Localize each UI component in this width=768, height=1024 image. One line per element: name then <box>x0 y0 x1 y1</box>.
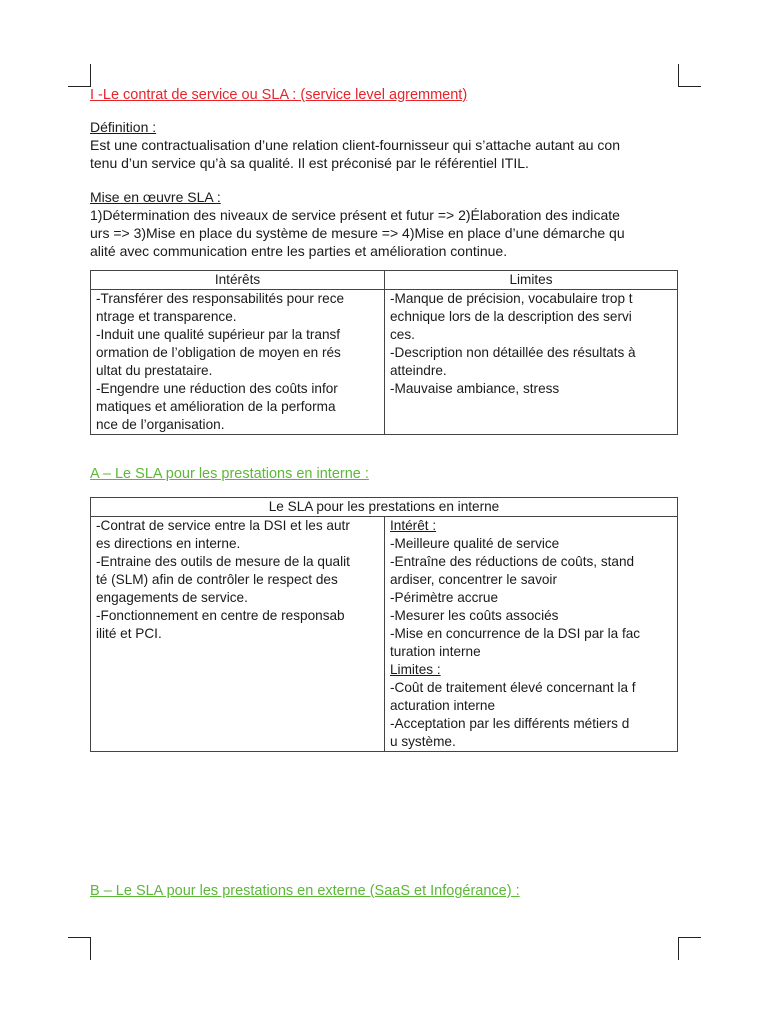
description-line: ilité et PCI. <box>96 626 162 641</box>
interet-line: -Meilleure qualité de service <box>390 536 560 551</box>
internal-sla-table <box>90 497 678 752</box>
section-b-heading: B – Le SLA pour les prestations en externe (SaaS et Infogérance) : <box>90 883 520 899</box>
implementation-section <box>90 188 680 260</box>
section-a-heading: A – Le SLA pour les prestations en interne : <box>90 466 369 482</box>
interet-line: -Mesurer les coûts associés <box>390 608 559 623</box>
interet-line: -Entraîne des réductions de coûts, stand <box>390 554 635 569</box>
interets-line: -Transférer des responsabilités pour rece <box>96 291 345 306</box>
interets-line: -Induit une qualité supérieur par la transf <box>96 327 341 342</box>
limites-line: atteindre. <box>390 363 447 378</box>
limites-line: -Description non détaillée des résultats à <box>390 345 636 360</box>
limites-line: u système. <box>390 734 456 749</box>
interet-line: -Périmètre accrue <box>390 590 499 605</box>
description-line: es directions en interne. <box>96 536 241 551</box>
interets-line: ntrage et transparence. <box>96 309 237 324</box>
main-heading: I -Le contrat de service ou SLA : (service level agremment) <box>90 87 468 103</box>
internal-sla-evaluation-cell <box>385 517 678 752</box>
crop-mark-top-left <box>68 64 91 87</box>
col-header-limites: Limites <box>385 271 678 290</box>
limites-line: -Mauvaise ambiance, stress <box>390 381 560 396</box>
internal-sla-description-cell <box>91 517 385 752</box>
col-header-interets: Intérêts <box>91 271 385 290</box>
implementation-label: Mise en œuvre SLA : <box>90 189 221 205</box>
limites-line: -Manque de précision, vocabulaire trop t <box>390 291 633 306</box>
interets-line: -Engendre une réduction des coûts infor <box>96 381 338 396</box>
document-page <box>90 86 680 900</box>
interests-limits-table <box>90 270 678 435</box>
interets-line: nce de l’organisation. <box>96 417 225 432</box>
interets-cell <box>91 290 385 435</box>
interet-line: -Mise en concurrence de la DSI par la fac <box>390 626 641 641</box>
limites-line: echnique lors de la description des servi <box>390 309 632 324</box>
implementation-line: urs => 3)Mise en place du système de mesure => 4)Mise en place d’une démarche qu <box>90 225 625 241</box>
definition-line: tenu d’un service qu’à sa qualité. Il est préconisé par le référentiel ITIL. <box>90 155 529 171</box>
crop-mark-bottom-right <box>678 937 701 960</box>
implementation-line: alité avec communication entre les parties et amélioration continue. <box>90 243 508 259</box>
internal-sla-table-title: Le SLA pour les prestations en interne <box>91 498 678 517</box>
description-line: -Fonctionnement en centre de responsab <box>96 608 345 623</box>
description-line: -Contrat de service entre la DSI et les autr <box>96 518 350 533</box>
interets-line: ormation de l’obligation de moyen en rés <box>96 345 341 360</box>
limites-label: Limites : <box>390 662 441 677</box>
description-line: té (SLM) afin de contrôler le respect des <box>96 572 338 587</box>
limites-line: -Coût de traitement élevé concernant la f <box>390 680 636 695</box>
definition-label: Définition : <box>90 119 157 135</box>
interet-label: Intérêt : <box>390 518 437 533</box>
definition-line: Est une contractualisation d’une relation client-fournisseur qui s’attache autant au con <box>90 137 620 153</box>
interets-line: matiques et amélioration de la performa <box>96 399 336 414</box>
interet-line: ardiser, concentrer le savoir <box>390 572 557 587</box>
limites-cell <box>385 290 678 435</box>
interet-line: turation interne <box>390 644 481 659</box>
limites-line: -Acceptation par les différents métiers d <box>390 716 630 731</box>
definition-section <box>90 118 680 172</box>
limites-line: acturation interne <box>390 698 496 713</box>
implementation-line: 1)Détermination des niveaux de service présent et futur => 2)Élaboration des indicate <box>90 207 620 223</box>
crop-mark-top-right <box>678 64 701 87</box>
limites-line: ces. <box>390 327 415 342</box>
interets-line: ultat du prestataire. <box>96 363 213 378</box>
description-line: engagements de service. <box>96 590 248 605</box>
crop-mark-bottom-left <box>68 937 91 960</box>
description-line: -Entraine des outils de mesure de la qualit <box>96 554 350 569</box>
